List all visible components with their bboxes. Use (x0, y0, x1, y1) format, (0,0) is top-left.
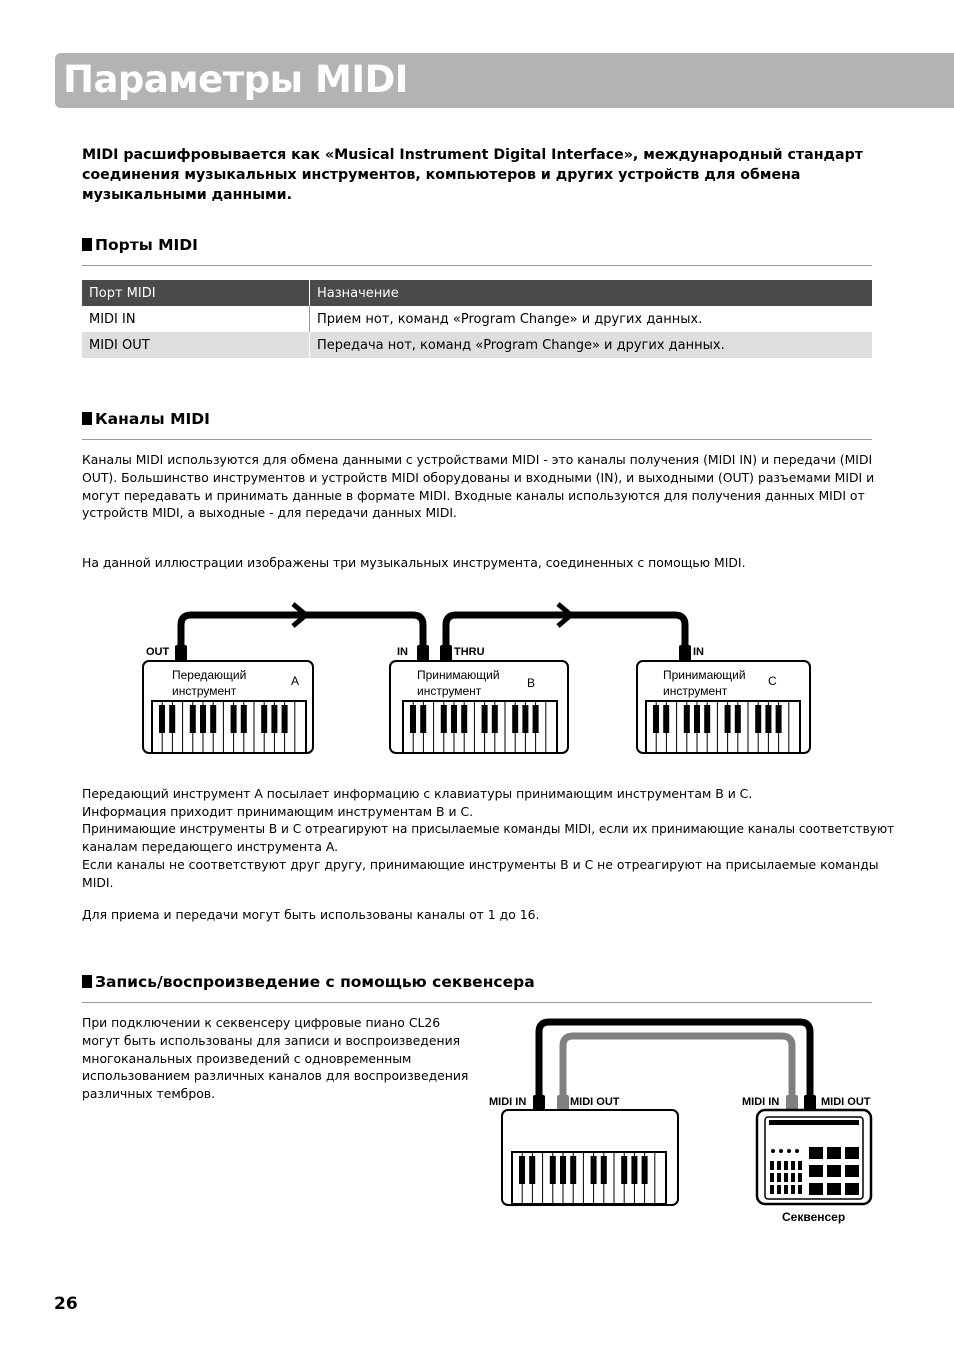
page-title: Параметры MIDI (63, 58, 409, 101)
sequencer-diagram (485, 1015, 890, 1230)
channels-range-text: Для приема и передачи могут быть использованы каналы от 1 до 16. (82, 907, 540, 922)
section-heading-channels (82, 410, 210, 428)
channels-paragraph: Каналы MIDI используются для обмена данными с устройствами MIDI - это каналы получения (MIDI IN) и передачи (MIDI OUT). Большинство инструментов и устройств MIDI оборудованы и входными (IN), и выходными (OUT) разъемами MIDI и могут передавать и принимать данные в формате MIDI. Входные каналы используются для получения данных MIDI от устройств MIDI, а выходные - для передачи данных MIDI. (82, 452, 875, 521)
plug-icon (804, 1095, 816, 1111)
plug-icon (533, 1095, 545, 1111)
table-cell: Прием нот, команд «Program Change» и других данных. (310, 306, 873, 332)
channels-illustration-caption: На данной иллюстрации изображены три музыкальных инструмента, соединенных с помощью MIDI. (82, 555, 746, 570)
table-cell: MIDI OUT (82, 332, 310, 358)
page-number: 26 (54, 1294, 78, 1314)
explanation-line: Передающий инструмент A посылает информацию с клавиатуры принимающим инструментам B и C. (82, 786, 753, 801)
section-divider (82, 1002, 872, 1003)
intro-text: MIDI расшифровывается как «Musical Instrument Digital Interface», международный стандарт соединения музыкальных инструментов, компьютеров и других устройств для обмена музыкальными данными. (82, 147, 863, 203)
section-heading-ports (82, 236, 198, 254)
plug-icon (557, 1095, 569, 1111)
port-label-in: IN (397, 646, 408, 658)
explanation-line: Принимающие инструменты B и C отреагируют на присылаемые команды MIDI, если их принимающие каналы соответствуют (82, 821, 895, 836)
ports-table (82, 280, 872, 358)
heading-marker-icon (82, 412, 92, 425)
port-label-midi-out: MIDI OUT (570, 1096, 620, 1108)
table-row (82, 332, 872, 358)
instrument-label: инструмент (417, 684, 482, 698)
plug-icon (786, 1095, 798, 1111)
plug-icon (440, 645, 452, 661)
section-heading-ports-label: Порты MIDI (95, 236, 198, 254)
keyboard-icon (512, 1152, 666, 1204)
port-label-midi-in: MIDI IN (489, 1096, 527, 1108)
section-divider (82, 265, 872, 266)
instrument-label: Принимающий (663, 668, 746, 682)
port-label-out: OUT (146, 646, 170, 658)
sequencer-label: Секвенсер (782, 1210, 846, 1224)
instrument-a (143, 661, 313, 753)
digital-piano (502, 1110, 678, 1205)
table-cell: MIDI IN (82, 306, 310, 332)
keyboard-icon (152, 701, 306, 753)
plug-icon (417, 645, 429, 661)
plug-icon (175, 645, 187, 661)
section-heading-sequencer (82, 973, 535, 991)
instrument-b (390, 661, 568, 753)
diagram-explanation (82, 785, 902, 892)
instrument-letter: B (527, 676, 536, 690)
explanation-line: Если каналы не соответствуют друг другу, принимающие инструменты B и C не отреагируют на присылаемые команды MIDI. (82, 857, 879, 890)
instrument-label: Передающий (172, 668, 247, 682)
instrument-c (637, 661, 810, 753)
instrument-label: Принимающий (417, 668, 500, 682)
explanation-line: каналам передающего инструмента A. (82, 839, 339, 855)
port-label-midi-in: MIDI IN (742, 1096, 780, 1108)
section-heading-sequencer-label: Запись/воспроизведение с помощью секвенсера (95, 973, 535, 991)
instrument-letter: C (768, 674, 777, 688)
keyboard-icon (403, 701, 557, 753)
instrument-letter: A (291, 674, 300, 688)
table-cell: Передача нот, команд «Program Change» и других данных. (310, 332, 873, 358)
sequencer-device (757, 1110, 871, 1204)
instrument-label: инструмент (663, 684, 728, 698)
table-header-cell: Назначение (310, 280, 873, 306)
instrument-label: инструмент (172, 684, 237, 698)
plug-icon (679, 645, 691, 661)
section-heading-channels-label: Каналы MIDI (95, 410, 210, 428)
section-divider (82, 439, 872, 440)
explanation-line: Информация приходит принимающим инструментам B и C. (82, 803, 474, 819)
table-header-row (82, 280, 872, 306)
sequencer-text: При подключении к секвенсеру цифровые пиано CL26 могут быть использованы для записи и воспроизведения многоканальных произведений с одновременным использованием различных каналов для воспроизведения различных тембров. (82, 1015, 469, 1102)
table-row (82, 306, 872, 332)
port-label-midi-out: MIDI OUT (821, 1096, 871, 1108)
port-label-in: IN (693, 646, 704, 658)
midi-cable-gray (563, 1036, 792, 1102)
midi-chain-diagram (130, 595, 830, 765)
port-label-thru: THRU (454, 646, 485, 658)
table-header-cell: Порт MIDI (82, 280, 310, 306)
keyboard-icon (646, 701, 800, 753)
heading-marker-icon (82, 975, 92, 988)
heading-marker-icon (82, 238, 92, 251)
